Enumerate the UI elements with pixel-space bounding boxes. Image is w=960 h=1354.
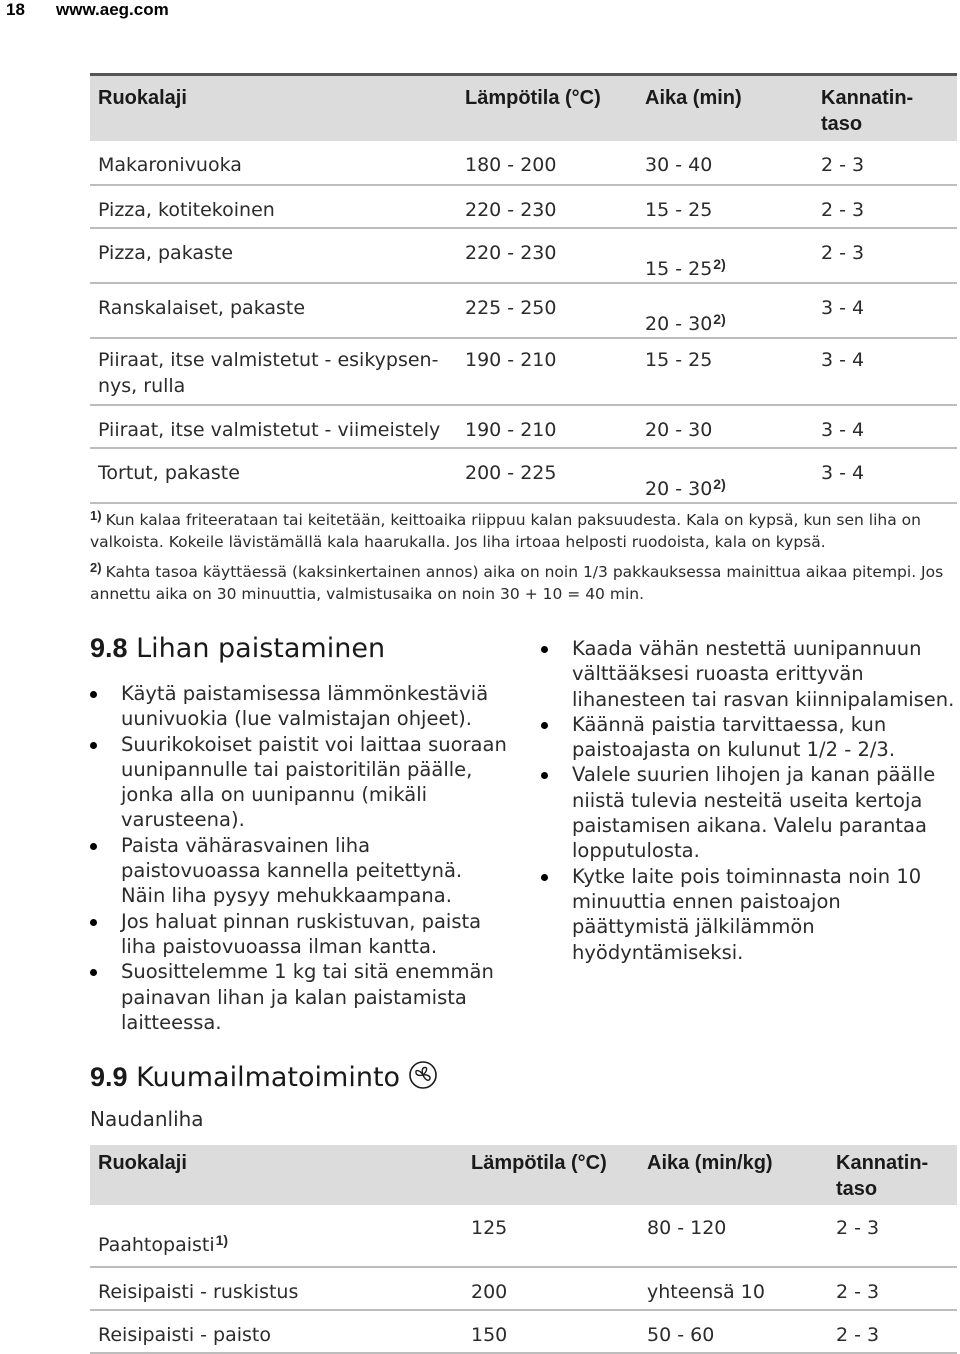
col-header-temp: Lämpötila (°C) [465, 87, 601, 109]
list-item: Käännä paistia tarvittaessa, kun paistoajasta on kulunut 1/2 - 2/3. [541, 712, 959, 763]
footnotes [90, 505, 956, 609]
cell-temp [463, 1205, 639, 1267]
cell-time-text: 15 - 25 [645, 198, 713, 221]
cell-temp [457, 185, 637, 228]
cell-time [637, 338, 813, 405]
cell-time-text: 30 - 40 [645, 153, 713, 176]
footnote-text: Kahta tasoa käyttäessä (kaksinkertainen annos) aika on noin 1/3 pakkauksessa mainittua aikaa pitempi. Jos annettu aika on 30 minuuttia, valmistusaika on noin 30 + 10 = 40 min. [90, 563, 944, 603]
cell-dish [90, 448, 457, 503]
page-number: 18 [6, 0, 25, 19]
table-row [90, 185, 957, 228]
footnote-mark: 1) [90, 508, 102, 523]
cell-level-text: 2 - 3 [821, 153, 865, 176]
cell-time [639, 1267, 828, 1310]
list-item: Jos haluat pinnan ruskistuvan, paista liha paistovuoassa ilman kantta. [90, 909, 510, 960]
cell-temp [457, 141, 637, 185]
cell-temp [457, 283, 637, 338]
cell-time [637, 141, 813, 185]
fan-icon [408, 1060, 438, 1090]
cell-level [813, 405, 957, 448]
cell-dish-text: Pizza, kotitekoinen [98, 198, 275, 221]
cell-level [828, 1267, 957, 1310]
list-item: Käytä paistamisessa lämmönkestäviä uunivuokia (lue valmistajan ohjeet). [90, 681, 510, 732]
footnote-ref: 2) [713, 255, 726, 272]
footnote-2 [90, 557, 956, 605]
cell-dish-text: Tortut, pakaste [98, 461, 240, 484]
section-title: Kuumailmatoiminto [136, 1062, 401, 1093]
footnote-ref: 2) [713, 310, 726, 327]
col-header-temp: Lämpötila (°C) [471, 1152, 607, 1174]
cell-level-text: 2 - 3 [836, 1324, 880, 1346]
col-header-dish: Ruokalaji [98, 1152, 187, 1174]
cell-dish-text: Paahtopaisti [98, 1234, 215, 1256]
cell-temp-text: 190 - 210 [465, 418, 557, 441]
list-item: Kaada vähän nestettä uunipannuun välttääksesi ruoasta erittyvän lihanesteen tai rasvan kiinnipalamisen. [541, 636, 959, 712]
cell-time [637, 185, 813, 228]
cell-temp [457, 228, 637, 283]
cell-time-text: 15 - 25 [645, 257, 713, 280]
table-row [90, 1267, 957, 1310]
cell-temp [457, 448, 637, 503]
section-title: Lihan paistaminen [136, 633, 386, 664]
cell-temp-text: 150 [471, 1324, 508, 1346]
cell-level [828, 1310, 957, 1353]
cell-temp-text: 225 - 250 [465, 296, 557, 319]
cell-temp [457, 405, 637, 448]
cell-level [813, 228, 957, 283]
footnote-text: Kun kalaa friteerataan tai keitetään, keittoaika riippuu kalan paksuudesta. Kala on kypsä, kun sen liha on valkoista. Kokeile lävistämällä kala haarukalla. Jos liha irtoaa helposti ruodoista, kala on kypsä. [90, 511, 921, 551]
cell-time-text: 20 - 30 [645, 418, 713, 441]
cell-dish [90, 141, 457, 185]
cell-time-text: yhteensä 10 [647, 1281, 765, 1303]
cell-time-text: 80 - 120 [647, 1217, 727, 1239]
subheading-beef: Naudanliha [90, 1107, 204, 1131]
cell-temp [463, 1310, 639, 1353]
header-url: www.aeg.com [56, 0, 169, 19]
cell-level-text: 3 - 4 [821, 296, 865, 319]
cell-level-text: 2 - 3 [821, 198, 865, 221]
cell-dish-text: Piiraat, itse valmistetut - viimeistely [98, 418, 441, 441]
table-row [90, 1310, 957, 1353]
cell-temp-text: 220 - 230 [465, 198, 557, 221]
list-item: Suosittelemme 1 kg tai sitä enemmän painavan lihan ja kalan paistamista laitteessa. [90, 959, 510, 1035]
beef-table [90, 1145, 957, 1354]
cell-time-text: 15 - 25 [645, 348, 713, 371]
table-row [90, 405, 957, 448]
cell-dish [90, 338, 457, 405]
cell-level [828, 1205, 957, 1267]
cell-time [637, 405, 813, 448]
footnote-ref: 1) [215, 1232, 229, 1248]
table-row [90, 338, 957, 405]
cell-dish-text: Makaronivuoka [98, 153, 242, 176]
cell-temp-text: 125 [471, 1217, 508, 1239]
table-row [90, 141, 957, 185]
cell-time [637, 228, 813, 283]
cell-time-text: 20 - 30 [645, 477, 713, 500]
bullet-list-right [541, 636, 959, 965]
cell-temp [457, 338, 637, 405]
cell-level [813, 448, 957, 503]
col-header-dish: Ruokalaji [98, 87, 187, 109]
table-row [90, 1205, 957, 1267]
cell-dish-text: Pizza, pakaste [98, 241, 234, 264]
cell-temp [463, 1267, 639, 1310]
cell-temp-text: 200 [471, 1281, 508, 1303]
cell-time [637, 283, 813, 338]
list-item: Valele suurien lihojen ja kanan päälle niistä tulevia nesteitä useita kertoja paistamisen aikana. Valelu parantaa lopputulosta. [541, 762, 959, 863]
cell-dish-text: Piiraat, itse valmistetut - esikypsen- nys, rulla [98, 348, 439, 397]
cell-level [813, 283, 957, 338]
cell-level [813, 338, 957, 405]
cell-level [813, 141, 957, 185]
cell-dish [90, 185, 457, 228]
cell-level-text: 3 - 4 [821, 461, 865, 484]
cell-temp-text: 220 - 230 [465, 241, 557, 264]
table-header-row [90, 75, 957, 141]
cell-time [639, 1205, 828, 1267]
cell-dish-text: Reisipaisti - ruskistus [98, 1281, 299, 1303]
cell-dish [90, 228, 457, 283]
cell-dish [90, 283, 457, 338]
cell-dish-text: Reisipaisti - paisto [98, 1324, 271, 1346]
cell-level-text: 2 - 3 [821, 241, 865, 264]
table-header-row [90, 1145, 957, 1205]
cell-temp-text: 200 - 225 [465, 461, 557, 484]
cell-temp-text: 190 - 210 [465, 348, 557, 371]
cell-time [639, 1310, 828, 1353]
table-row [90, 448, 957, 503]
cell-dish [90, 1205, 463, 1267]
baking-table [90, 73, 957, 504]
cell-time [637, 448, 813, 503]
cell-level-text: 2 - 3 [836, 1281, 880, 1303]
col-header-time: Aika (min) [645, 87, 742, 109]
section-number: 9.9 [90, 1062, 128, 1092]
cell-level [813, 185, 957, 228]
section-heading-9-8 [90, 633, 385, 664]
cell-time-text: 50 - 60 [647, 1324, 715, 1346]
table-row [90, 283, 957, 338]
cell-temp-text: 180 - 200 [465, 153, 557, 176]
col-header-level: Kannatin- taso [821, 87, 914, 135]
cell-dish-text: Ranskalaiset, pakaste [98, 296, 306, 319]
footnote-1 [90, 505, 956, 553]
cell-level-text: 3 - 4 [821, 348, 865, 371]
footnote-mark: 2) [90, 560, 102, 575]
list-item: Kytke laite pois toiminnasta noin 10 minuuttia ennen paistoajon päättymistä jälkilämmön hyödyntämiseksi. [541, 864, 959, 965]
section-number: 9.8 [90, 633, 128, 663]
cell-time-text: 20 - 30 [645, 312, 713, 335]
cell-level-text: 2 - 3 [836, 1217, 880, 1239]
list-item: Paista vähärasvainen liha paistovuoassa kannella peitettynä. Näin liha pysyy mehukkaampana. [90, 833, 510, 909]
cell-level-text: 3 - 4 [821, 418, 865, 441]
bullet-list-left [90, 681, 510, 1035]
col-header-time: Aika (min/kg) [647, 1152, 773, 1174]
table-row [90, 228, 957, 283]
section-heading-9-9 [90, 1060, 438, 1093]
list-item: Suurikokoiset paistit voi laittaa suoraan uunipannulle tai paistoritilän päälle, jonka alla on uunipannu (mikäli varusteena). [90, 732, 510, 833]
cell-dish [90, 405, 457, 448]
footnote-ref: 2) [713, 475, 726, 492]
cell-dish [90, 1310, 463, 1353]
col-header-level: Kannatin- taso [836, 1152, 929, 1200]
cell-dish [90, 1267, 463, 1310]
